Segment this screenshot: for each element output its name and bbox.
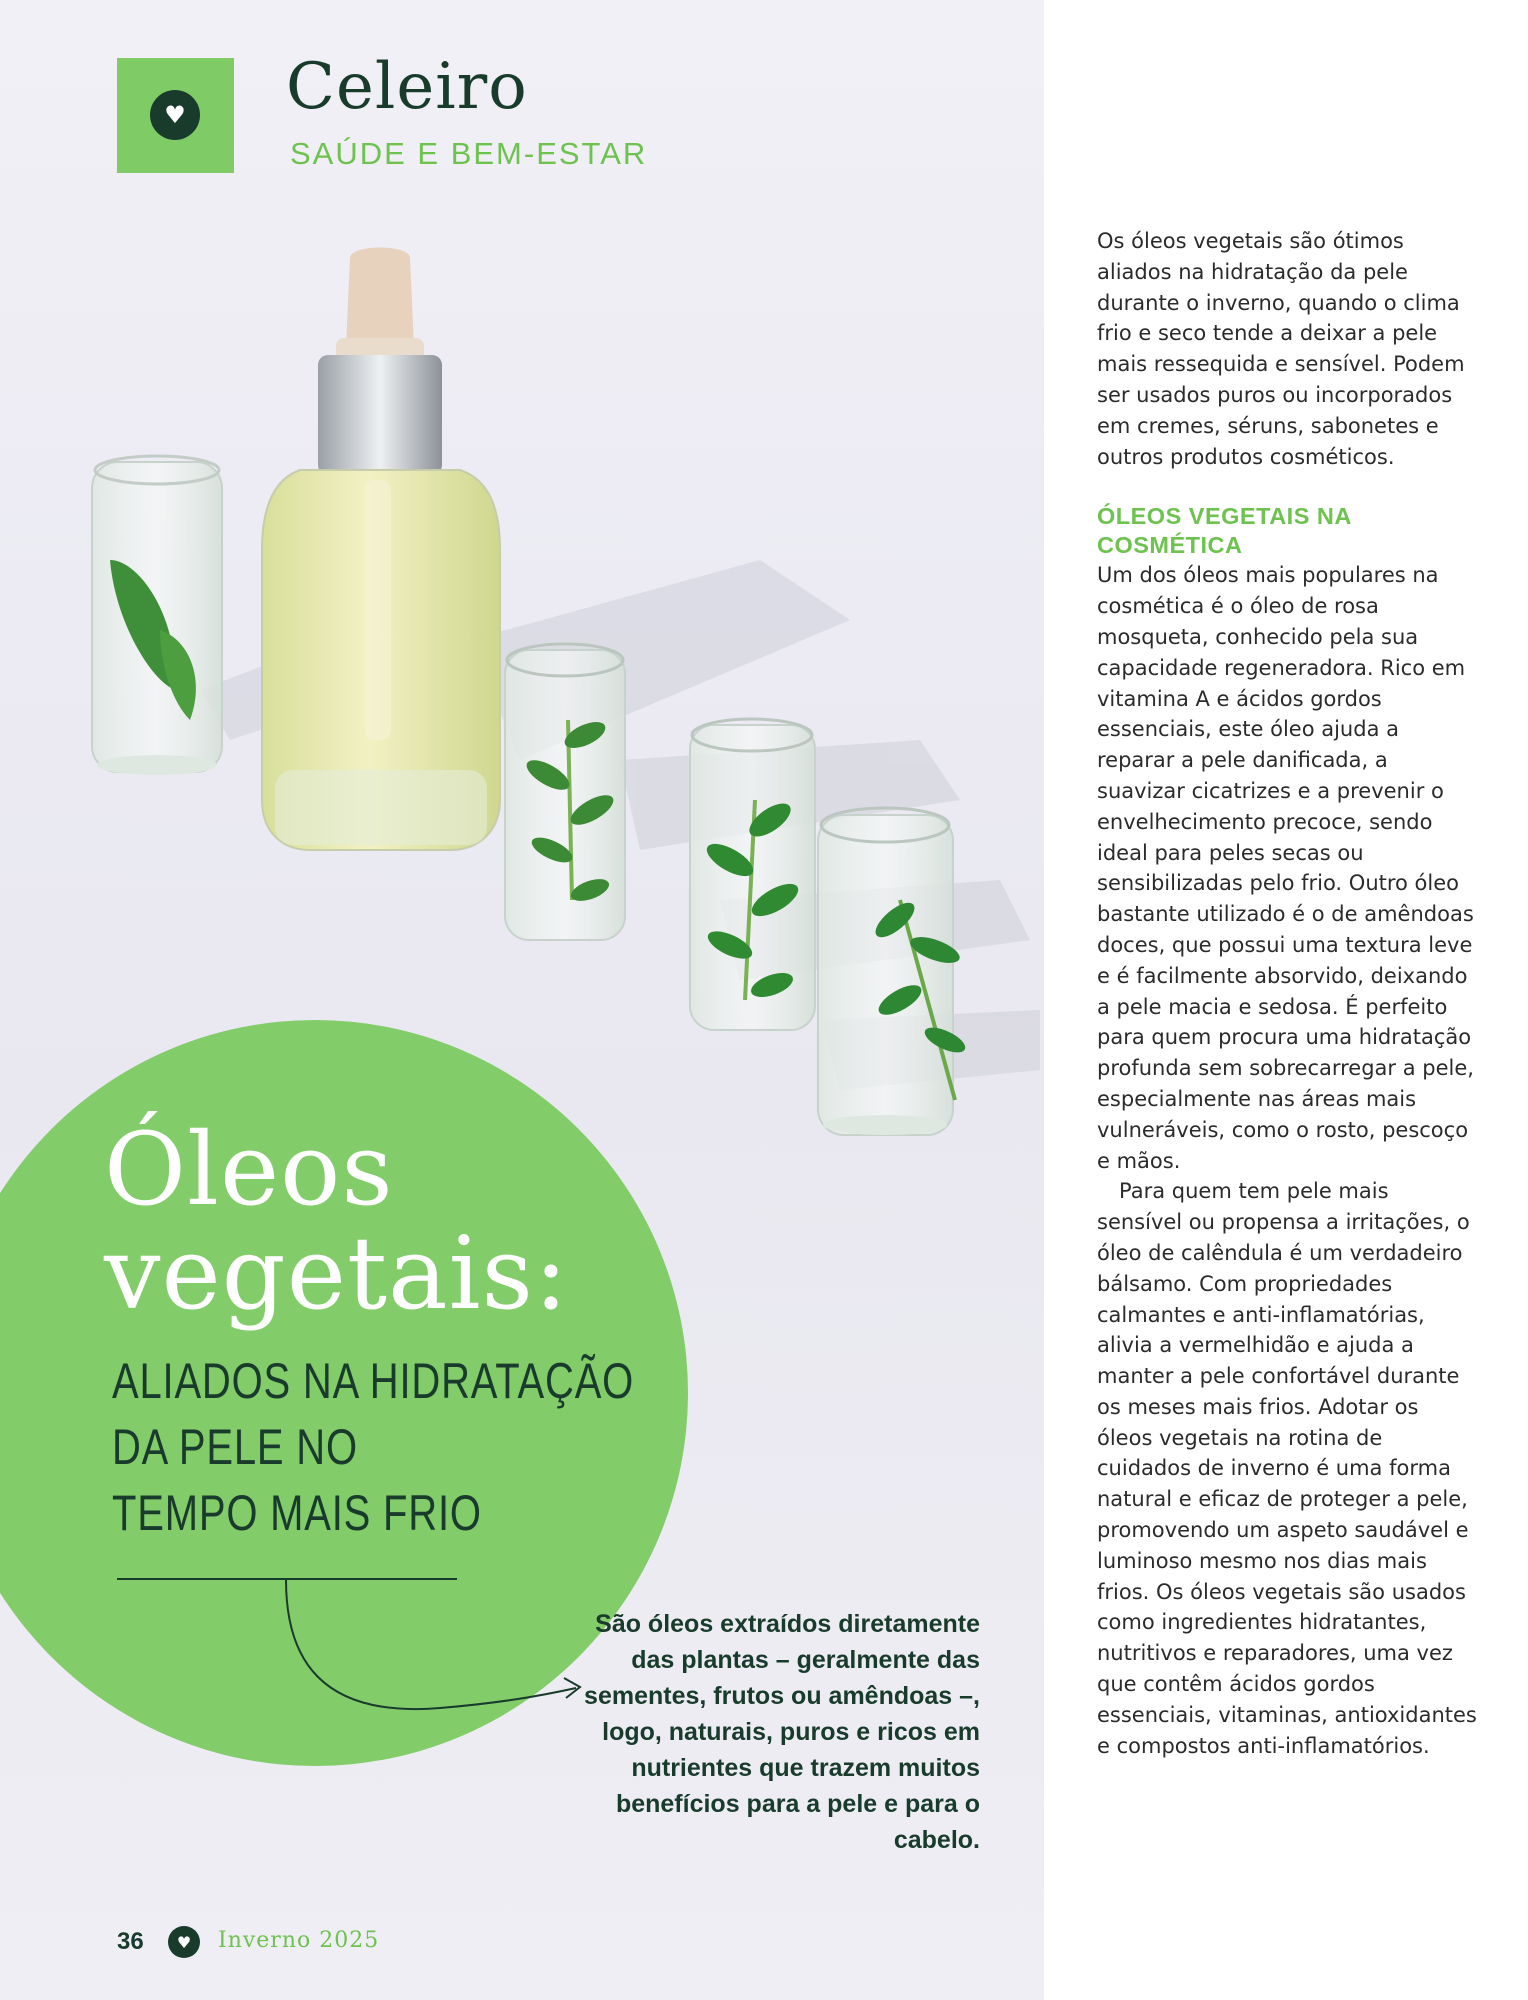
- curved-arrow-icon: [280, 1578, 600, 1728]
- subtitle-line-1: ALIADOS NA HIDRATAÇÃO: [112, 1353, 635, 1409]
- title-line-2: vegetais:: [104, 1215, 569, 1332]
- title-line-1: Óleos: [104, 1111, 394, 1228]
- subtitle-line-3: TEMPO MAIS FRIO: [112, 1485, 482, 1541]
- heart-icon: ♥: [150, 90, 200, 140]
- body-paragraph-2: Para quem tem pele mais sensível ou propensa a irritações, o óleo de calêndula é um verdadeiro bálsamo. Com propriedades calmantes e anti-inflamatórias, alivia a vermelhidão e ajuda a manter a pele confortável durante os meses mais frios. Adotar os óleos vegetais na rotina de cuidados de inverno é uma forma natural e eficaz de proteger a pele, promovendo um aspeto saudável e luminoso mesmo nos dias mais frios. Os óleos vegetais são usados como ingredientes hidratantes, nutritivos e reparadores, uma vez que contêm ácidos gordos essenciais, vitaminas, antioxidantes e compostos anti-inflamatórios.: [1097, 1179, 1477, 1758]
- article-body: [1097, 226, 1477, 1761]
- article-title: [104, 1111, 569, 1332]
- lead-paragraph: São óleos extraídos diretamente das plantas – geralmente das sementes, frutos ou amêndoas –, logo, naturais, puros e ricos em nutrientes que trazem muitos benefícios para a pele e para o cabelo.: [584, 1610, 980, 1854]
- small-jar-left: [92, 456, 222, 775]
- jar-two: [505, 644, 625, 940]
- brand-name: Celeiro: [286, 50, 528, 124]
- intro-paragraph: Os óleos vegetais são ótimos aliados na hidratação da pele durante o inverno, quando o clima frio e seco tende a deixar a pele mais ressequida e sensível. Podem ser usados puros ou incorporados em cremes, séruns, sabonetes e outros produtos cosméticos.: [1097, 229, 1465, 469]
- jar-three: [690, 719, 815, 1030]
- jar-four: [818, 808, 969, 1135]
- issue-label: Inverno 2025: [218, 1928, 380, 1953]
- dropper-bottle: [262, 248, 500, 851]
- section-label: SAÚDE E BEM-ESTAR: [290, 136, 648, 171]
- brand-logo-box: [117, 58, 234, 173]
- subtitle-line-2: DA PELE NO: [112, 1419, 358, 1475]
- footer-heart-icon: ♥: [168, 1926, 200, 1958]
- body-paragraph-1: Um dos óleos mais populares na cosmética é o óleo de rosa mosqueta, conhecido pela sua capacidade regeneradora. Rico em vitamina A e ácidos gordos essenciais, este óleo ajuda a reparar a pele danificada, a suavizar cicatrizes e a prevenir o envelhecimento precoce, sendo ideal para peles secas ou sensibilizadas pelo frio. Outro óleo bastante utilizado é o de amêndoas doces, que possui uma textura leve e é facilmente absorvido, deixando a pele macia e sedosa. É perfeito para quem procura uma hidratação profunda sem sobrecarregar a pele, especialmente nas áreas mais vulneráveis, como o rosto, pescoço e mãos.: [1097, 563, 1474, 1173]
- section-heading: ÓLEOS VEGETAIS NA COSMÉTICA: [1097, 503, 1351, 559]
- page-number: 36: [117, 1928, 144, 1955]
- article-subtitle: [112, 1348, 634, 1546]
